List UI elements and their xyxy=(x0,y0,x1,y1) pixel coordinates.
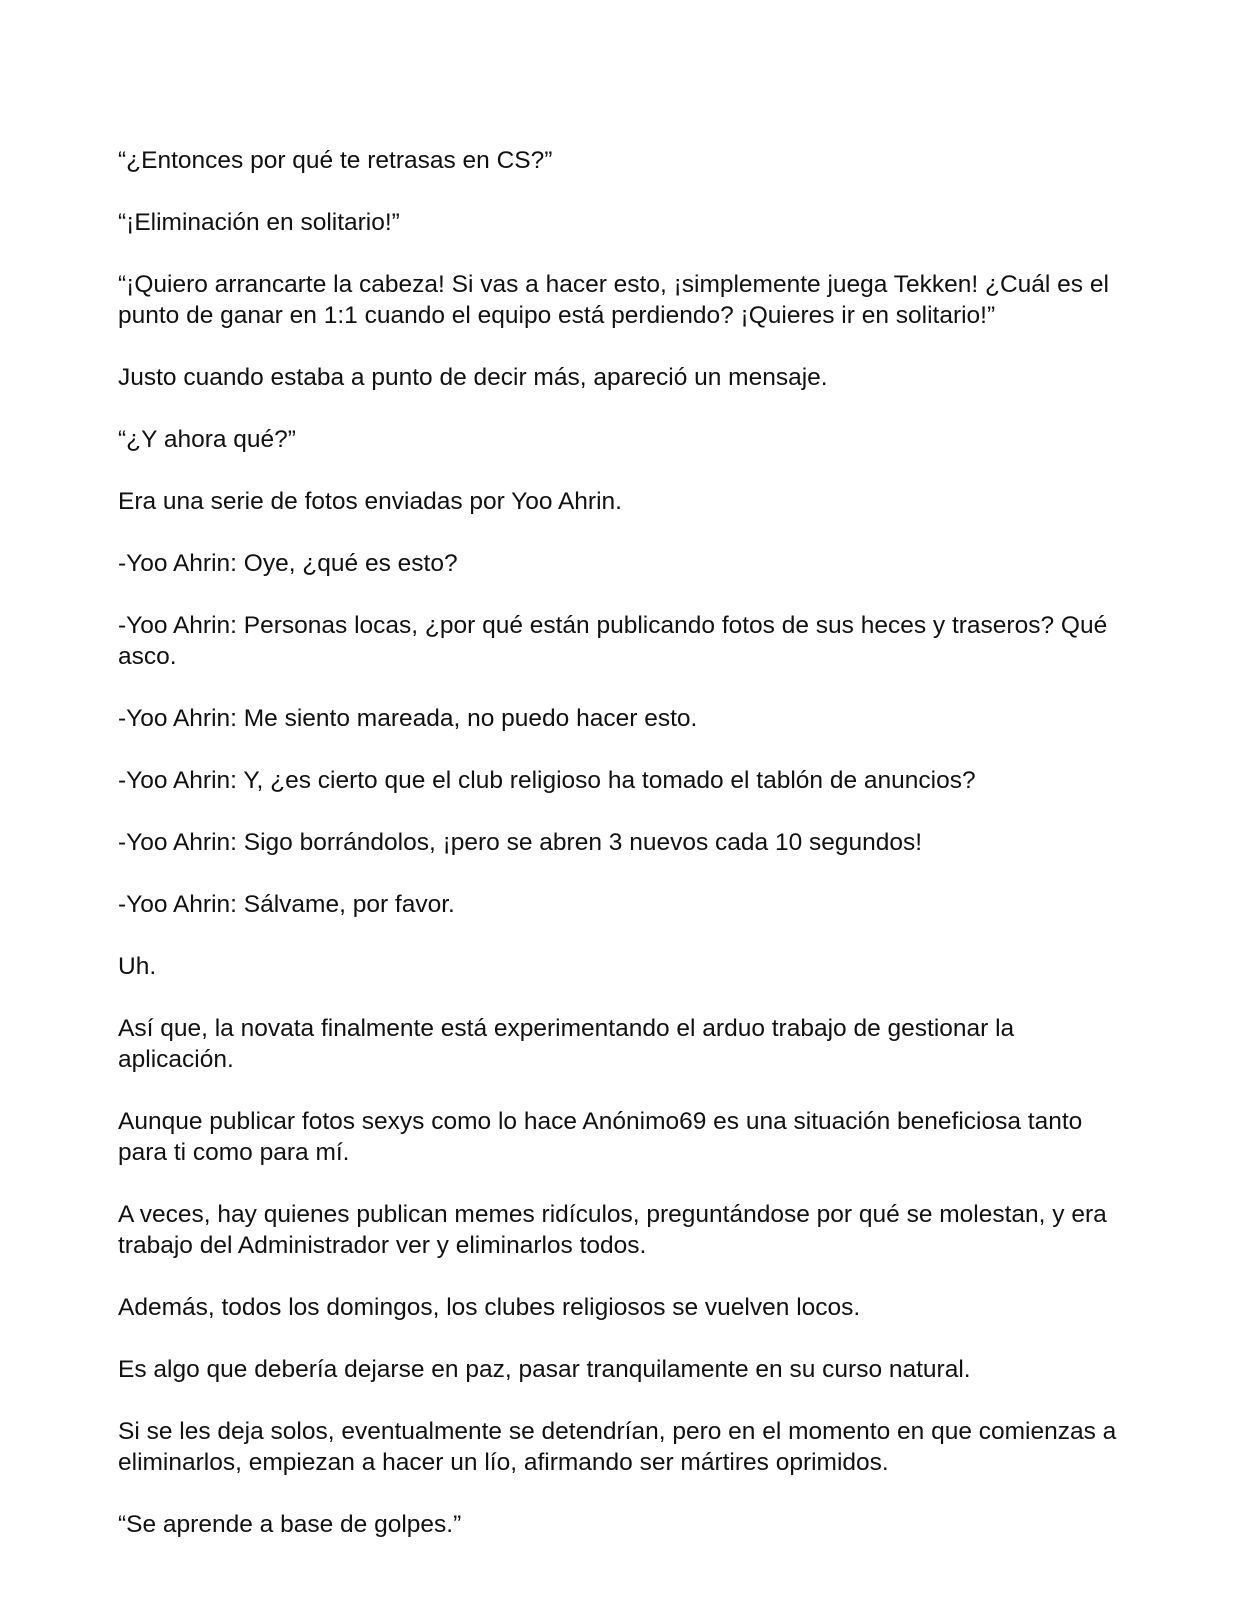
chat-message: -Yoo Ahrin: Me siento mareada, no puedo hacer esto. xyxy=(118,705,698,732)
paragraph: “¡Quiero arrancarte la cabeza! Si vas a hacer esto, ¡simplemente juega Tekken! ¿Cuál es el punto de ganar en 1:1 cuando el equipo está perdiendo? ¡Quieres ir en solitario!” xyxy=(118,271,1109,329)
paragraph: Así que, la novata finalmente está experimentando el arduo trabajo de gestionar la aplicación. xyxy=(118,1015,1015,1073)
paragraph: “¡Eliminación en solitario!” xyxy=(118,209,400,236)
paragraph: “¿Y ahora qué?” xyxy=(118,426,296,453)
document-body xyxy=(118,145,1128,1571)
paragraph: “Se aprende a base de golpes.” xyxy=(118,1511,462,1538)
chat-message: -Yoo Ahrin: Y, ¿es cierto que el club religioso ha tomado el tablón de anuncios? xyxy=(118,767,976,794)
chat-message: -Yoo Ahrin: Sigo borrándolos, ¡pero se abren 3 nuevos cada 10 segundos! xyxy=(118,829,923,856)
paragraph: “¿Entonces por qué te retrasas en CS?” xyxy=(118,147,553,174)
paragraph: Uh. xyxy=(118,953,157,980)
paragraph: Aunque publicar fotos sexys como lo hace Anónimo69 es una situación beneficiosa tanto para ti como para mí. xyxy=(118,1108,1083,1166)
paragraph: Si se les deja solos, eventualmente se detendrían, pero en el momento en que comienzas a eliminarlos, empiezan a hacer un lío, afirmando ser mártires oprimidos. xyxy=(118,1418,1117,1476)
paragraph: A veces, hay quienes publican memes ridículos, preguntándose por qué se molestan, y era trabajo del Administrador ver y eliminarlos todos. xyxy=(118,1201,1107,1259)
paragraph: Además, todos los domingos, los clubes religiosos se vuelven locos. xyxy=(118,1294,861,1321)
chat-message: -Yoo Ahrin: Sálvame, por favor. xyxy=(118,891,455,918)
paragraph: Justo cuando estaba a punto de decir más, apareció un mensaje. xyxy=(118,364,828,391)
paragraph: Era una serie de fotos enviadas por Yoo Ahrin. xyxy=(118,488,622,515)
chat-message: -Yoo Ahrin: Oye, ¿qué es esto? xyxy=(118,550,458,577)
chat-message: -Yoo Ahrin: Personas locas, ¿por qué están publicando fotos de sus heces y traseros? Qué asco. xyxy=(118,612,1108,670)
paragraph: Es algo que debería dejarse en paz, pasar tranquilamente en su curso natural. xyxy=(118,1356,971,1383)
